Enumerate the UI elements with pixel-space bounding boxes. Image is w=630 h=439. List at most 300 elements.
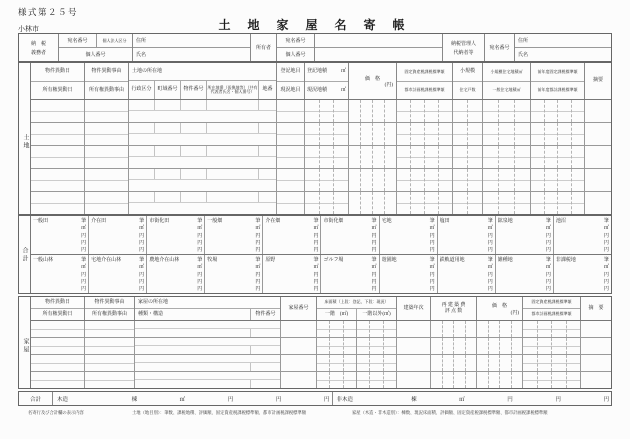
- total-line: [323, 285, 376, 292]
- land-col-remarks: [585, 63, 611, 99]
- dash-segment: [567, 321, 581, 337]
- unit-label: 筆: [371, 258, 377, 264]
- dash-segment: [344, 372, 356, 388]
- points-label: 評 点 数: [444, 309, 463, 314]
- total-line: [440, 239, 493, 246]
- unit-label: 円: [555, 396, 561, 403]
- digit-separators: [305, 123, 348, 145]
- house-data-cell: [85, 338, 135, 354]
- row-divider: [277, 157, 304, 158]
- digit-separators: [453, 100, 482, 122]
- dash-segment: [385, 192, 396, 214]
- cur-category-label: 現況地目: [277, 81, 304, 100]
- row-divider: [85, 157, 128, 158]
- location-field: [207, 169, 259, 179]
- price-unit-label: (円): [510, 310, 519, 316]
- dash-segment: [425, 169, 439, 191]
- total-line: [440, 278, 493, 285]
- unit-label: ㎡: [313, 226, 319, 232]
- digit-separators: [349, 123, 396, 145]
- house-data-cell: [135, 321, 281, 337]
- dash-segment: [411, 192, 425, 214]
- dash-segment: [477, 355, 489, 371]
- land-total-cell: [31, 255, 89, 293]
- total-line: [323, 256, 376, 263]
- digit-separators: [523, 321, 580, 337]
- total-line: [440, 256, 493, 263]
- digit-separators: [483, 192, 530, 214]
- total-line: [207, 231, 260, 238]
- total-line: [498, 246, 551, 253]
- dash-segment: [411, 169, 425, 191]
- unit-label: 円: [545, 286, 551, 292]
- total-line: [91, 278, 144, 285]
- owner-label: 所有者: [251, 34, 277, 61]
- dash-segment: [523, 338, 538, 354]
- type-structure-field: [135, 346, 251, 354]
- row-divider: [31, 134, 84, 135]
- unit-label: 筆: [255, 219, 261, 225]
- unit-label: 円: [313, 240, 319, 246]
- total-line: [556, 239, 609, 246]
- land-data-row: [31, 192, 611, 214]
- house-location-lower: [135, 363, 280, 371]
- dash-segment: [500, 372, 512, 388]
- category-label: 宅地介在山林: [91, 258, 122, 264]
- land-data-cell: [277, 169, 305, 191]
- total-line: [323, 224, 376, 231]
- house-data-cell: [31, 355, 85, 371]
- house-data-cell: [397, 338, 431, 354]
- total-line: [207, 246, 260, 253]
- house-location-upper: [135, 355, 280, 363]
- house-col-tax-standard: [523, 297, 581, 320]
- dash-segment: [500, 338, 512, 354]
- dash-segment: [512, 321, 523, 337]
- digit-separators: [357, 372, 396, 388]
- total-line: [33, 231, 86, 238]
- location-lower: [129, 157, 276, 168]
- total-line: [207, 285, 260, 292]
- unit-label: 円: [197, 286, 203, 292]
- owner-name-number-label: 宛名番号: [285, 39, 306, 44]
- location-field: [207, 146, 259, 156]
- category-label: 遊園地: [381, 258, 397, 264]
- total-line: [382, 217, 435, 224]
- land-data-cell: [453, 100, 483, 122]
- dash-segment: [330, 338, 343, 354]
- dash-segment: [545, 146, 559, 168]
- dash-segment: [477, 321, 489, 337]
- house-data-cell: [317, 321, 357, 337]
- dash-segment: [545, 169, 559, 191]
- loc-col-admin: 行政区分: [129, 81, 155, 99]
- unit-label: 円: [603, 286, 609, 292]
- land-data-cell: [31, 146, 85, 168]
- location-upper: [129, 169, 276, 180]
- total-line: [323, 231, 376, 238]
- total-line: [498, 231, 551, 238]
- dash-segment: [439, 169, 452, 191]
- location-field: [259, 169, 276, 179]
- land-total-cell: [263, 216, 321, 254]
- total-line: [556, 231, 609, 238]
- digit-separators: [477, 321, 522, 337]
- house-data-row: [31, 372, 611, 388]
- manager-name-number-label: 宛名番号: [485, 34, 515, 61]
- unit-label: 円: [197, 279, 203, 285]
- unit-label: 円: [255, 279, 261, 285]
- row-divider: [31, 380, 84, 381]
- land-total-cell: [554, 255, 611, 293]
- digit-separators: [397, 192, 452, 214]
- dash-segment: [373, 146, 385, 168]
- house-col-remarks: [581, 297, 611, 320]
- unit-label: ㎡: [459, 396, 465, 403]
- dash-segment: [411, 123, 425, 145]
- total-line: [265, 263, 318, 270]
- dash-segment: [320, 100, 335, 122]
- dash-segment: [330, 321, 343, 337]
- row-divider: [85, 363, 134, 364]
- small-scale-label: 小規模: [459, 69, 475, 74]
- total-line: [382, 256, 435, 263]
- dash-segment: [361, 100, 373, 122]
- land-data-cell: [483, 123, 531, 145]
- location-field: [207, 100, 259, 110]
- total-line: [207, 263, 260, 270]
- unit-label: 円: [313, 286, 319, 292]
- location-lower: [129, 180, 276, 191]
- location-lower: [129, 111, 276, 122]
- dash-segment: [397, 100, 411, 122]
- dash-segment: [349, 169, 361, 191]
- dash-segment: [330, 372, 343, 388]
- city-std-label: 都市計画税課税標準額: [523, 308, 580, 320]
- digit-separators: [397, 169, 452, 191]
- total-line: [498, 263, 551, 270]
- dash-segment: [466, 355, 477, 371]
- type-structure-field: [135, 329, 251, 337]
- digit-separators: [305, 192, 348, 214]
- land-data-cell: [129, 169, 277, 191]
- dash-segment: [572, 100, 585, 122]
- total-line: [382, 231, 435, 238]
- unit-label: 円: [603, 396, 609, 403]
- total-line: [556, 270, 609, 277]
- digit-separators: [477, 355, 522, 371]
- city-std-label: 都市計画税課税標準額: [397, 81, 452, 100]
- dash-segment: [384, 321, 396, 337]
- location-field: [259, 100, 276, 110]
- unit-label: 円: [371, 240, 377, 246]
- total-line: [207, 270, 260, 277]
- total-line: [323, 217, 376, 224]
- unit-label: 円: [545, 247, 551, 253]
- location-field: [259, 123, 276, 133]
- total-line: [498, 217, 551, 224]
- unit-label: 円: [371, 247, 377, 253]
- dash-segment: [489, 338, 501, 354]
- house-data-cell: [281, 321, 317, 337]
- dash-segment: [431, 355, 443, 371]
- house-data-row: [31, 321, 611, 338]
- dash-segment: [431, 321, 443, 337]
- remarks-label: 摘 要: [588, 305, 604, 311]
- manager-name-label: 氏名: [515, 47, 611, 61]
- unit-label: 筆: [139, 258, 145, 264]
- unit-label: ㎡: [81, 265, 87, 271]
- land-data-cell: [531, 192, 585, 214]
- house-data-cell: [581, 355, 611, 371]
- unit-label: ㎡: [139, 226, 145, 232]
- house-data-cell: [135, 372, 281, 388]
- wooden-label: 木造: [57, 396, 69, 403]
- digit-separators: [453, 192, 482, 214]
- digit-separators: [357, 321, 396, 337]
- dash-segment: [330, 355, 343, 371]
- unit-label: 円: [603, 233, 609, 239]
- land-total-cell: [438, 216, 496, 254]
- dash-segment: [483, 192, 499, 214]
- total-line: [556, 217, 609, 224]
- land-data-cell: [397, 146, 453, 168]
- land-total-cell: [31, 216, 89, 254]
- dash-segment: [523, 355, 538, 371]
- digit-separators: [483, 146, 530, 168]
- land-totals-row2: [31, 255, 611, 293]
- unit-label: ㎡: [81, 226, 87, 232]
- total-line: [556, 224, 609, 231]
- category-label: 雑種地: [497, 258, 513, 264]
- category-label: 農地介在山林: [149, 258, 180, 264]
- total-line: [207, 256, 260, 263]
- land-total-cell: [89, 255, 147, 293]
- land-data-cell: [305, 169, 349, 191]
- category-label: 鉱泉地: [497, 219, 513, 225]
- unit-label: 円: [323, 396, 330, 403]
- dash-segment: [483, 169, 499, 191]
- dash-segment: [397, 146, 411, 168]
- land-data-row: [31, 123, 611, 146]
- digit-separators: [531, 146, 584, 168]
- total-line: [265, 285, 318, 292]
- unit-label: 円: [487, 279, 493, 285]
- total-line: [149, 256, 202, 263]
- digit-separators: [523, 372, 580, 388]
- fixed-std-label: 固定資産税課税標準額: [531, 299, 572, 305]
- digit-separators: [349, 192, 396, 214]
- loc-col-parcel: 地番: [262, 87, 273, 93]
- land-col-category: [277, 63, 305, 99]
- dash-segment: [531, 192, 545, 214]
- unit-label: 筆: [545, 258, 551, 264]
- digit-separators: [477, 338, 522, 354]
- dash-segment: [483, 100, 499, 122]
- land-total-cell: [205, 216, 263, 254]
- dash-segment: [512, 338, 523, 354]
- total-line: [33, 263, 86, 270]
- house-data-cell: [281, 338, 317, 354]
- unit-label: 円: [81, 247, 87, 253]
- cur-area-label: 現況地積: [307, 87, 328, 93]
- location-field: [181, 146, 207, 156]
- dash-segment: [334, 169, 348, 191]
- dash-segment: [454, 338, 466, 354]
- price-label: 価 格: [491, 304, 507, 309]
- unit-label: ㎡: [255, 265, 261, 271]
- row-divider: [277, 203, 304, 204]
- unit-label: 円: [197, 233, 203, 239]
- dash-segment: [439, 123, 452, 145]
- land-data-cell: [129, 123, 277, 145]
- type-structure-field: [135, 380, 251, 388]
- dash-segment: [558, 192, 572, 214]
- dash-segment: [305, 169, 320, 191]
- house-data-cell: [477, 372, 523, 388]
- unit-label: 円: [371, 272, 377, 278]
- general-area-label: 一般住宅地積㎡: [483, 81, 530, 100]
- land-total-cell: [205, 255, 263, 293]
- total-line: [556, 263, 609, 270]
- unit-label: 円: [139, 279, 145, 285]
- dash-segment: [425, 123, 439, 145]
- dash-segment: [397, 169, 411, 191]
- house-data-rows: [31, 321, 611, 388]
- category-label: 原野: [265, 258, 276, 264]
- dash-segment: [468, 100, 482, 122]
- unit-label: 円: [545, 233, 551, 239]
- unit-label: 円: [275, 396, 282, 403]
- dash-segment: [453, 100, 468, 122]
- land-data-cell: [453, 192, 483, 214]
- unit-label: 円: [313, 233, 319, 239]
- dash-segment: [489, 321, 501, 337]
- unit-label: 円: [429, 247, 435, 253]
- personal-number-label: 個人番号: [59, 47, 132, 61]
- house-section: [18, 296, 612, 389]
- total-line: [91, 256, 144, 263]
- land-data-cell: [85, 123, 129, 145]
- location-field: [155, 192, 181, 202]
- unit-label: ㎡: [371, 265, 377, 271]
- land-data-cell: [85, 100, 129, 122]
- house-data-cell: [581, 338, 611, 354]
- nonwooden-label: 非木造: [336, 396, 354, 403]
- land-total-cell: [147, 216, 205, 254]
- row-divider: [31, 203, 84, 204]
- land-data-cell: [129, 192, 277, 214]
- dash-segment: [443, 372, 455, 388]
- land-data-cell: [531, 169, 585, 191]
- house-data-cell: [135, 355, 281, 371]
- price-unit-label: (円): [384, 83, 393, 88]
- taxpayer-info-table: [18, 33, 612, 62]
- dash-segment: [483, 146, 499, 168]
- sqm-unit: ㎡: [340, 69, 346, 74]
- dash-segment: [317, 338, 330, 354]
- total-line: [498, 270, 551, 277]
- form-number: 様式第２５号: [18, 7, 79, 17]
- dash-segment: [454, 321, 466, 337]
- land-location-group-label: 土地の所在地: [129, 63, 276, 81]
- land-data-cell: [397, 100, 453, 122]
- dash-segment: [552, 321, 567, 337]
- location-field: [129, 123, 155, 133]
- row-divider: [85, 380, 134, 381]
- digit-separators: [453, 146, 482, 168]
- unit-label: 筆: [139, 219, 145, 225]
- house-data-cell: [397, 372, 431, 388]
- row-divider: [85, 329, 134, 330]
- dash-segment: [384, 372, 396, 388]
- land-data-cell: [349, 169, 397, 191]
- totals-section-label: 合計: [19, 216, 31, 293]
- unit-label: 円: [255, 247, 261, 253]
- dash-segment: [411, 146, 425, 168]
- land-total-cell: [554, 216, 611, 254]
- dash-segment: [466, 372, 477, 388]
- category-label: 牧場: [207, 258, 218, 264]
- category-label: 市街化畑: [323, 219, 344, 225]
- total-line: [149, 246, 202, 253]
- floor-other-label: 一階以外(㎡): [362, 311, 391, 317]
- unit-label: 円: [429, 286, 435, 292]
- row-divider: [85, 180, 128, 181]
- unit-label: ㎡: [313, 265, 319, 271]
- property-reason-label: 物件異動事由: [94, 299, 125, 305]
- house-data-cell: [431, 321, 477, 337]
- land-col-price: [349, 63, 397, 99]
- category-label: 塩田: [439, 219, 450, 225]
- unit-label: ㎡: [545, 265, 551, 271]
- digit-separators: [431, 355, 476, 371]
- total-line: [556, 278, 609, 285]
- unit-label: 円: [487, 240, 493, 246]
- total-line: [207, 278, 260, 285]
- category-label: 介在畑: [265, 219, 281, 225]
- property-date-label: 物件異動日: [44, 299, 70, 305]
- house-data-cell: [357, 355, 397, 371]
- land-data-cell: [349, 192, 397, 214]
- total-line: [91, 239, 144, 246]
- land-data-cell: [305, 100, 349, 122]
- land-col-reasons: [85, 63, 129, 99]
- total-line: [382, 239, 435, 246]
- total-line: [440, 270, 493, 277]
- dash-segment: [466, 321, 477, 337]
- owner-reason-label: 所有権異動事由: [85, 308, 134, 320]
- dash-segment: [357, 338, 370, 354]
- loc-col-lot: 所在地番（仮換地等）（共有代表者氏名・個人番号）: [207, 81, 259, 99]
- house-location-lower: [135, 329, 280, 337]
- dash-segment: [515, 169, 530, 191]
- house-data-cell: [317, 355, 357, 371]
- total-line: [149, 224, 202, 231]
- location-upper: [129, 123, 276, 134]
- unit-label: 円: [255, 272, 261, 278]
- total-line: [382, 246, 435, 253]
- dash-segment: [567, 355, 581, 371]
- location-field: [207, 192, 259, 202]
- dash-segment: [320, 146, 335, 168]
- row-divider: [277, 134, 304, 135]
- unit-label: 筆: [81, 258, 87, 264]
- unit-label: 筆: [603, 258, 609, 264]
- unit-label: 円: [603, 240, 609, 246]
- dash-segment: [320, 192, 335, 214]
- dash-segment: [384, 355, 396, 371]
